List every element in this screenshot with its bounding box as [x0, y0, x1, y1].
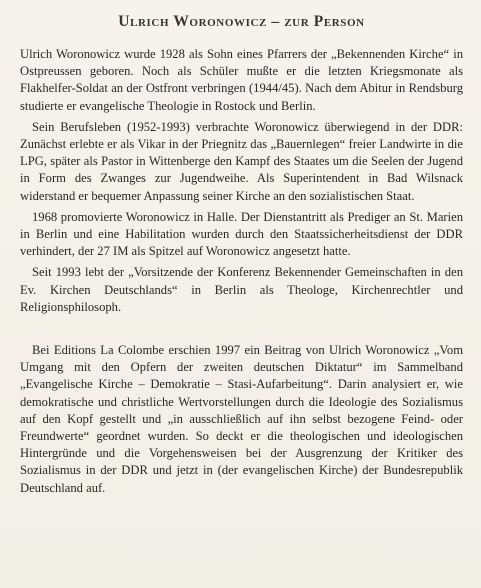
section-spacer — [20, 316, 463, 342]
paragraph-since-1993: Seit 1993 lebt der „Vorsitzende der Konferenz Bekennender Gemeinschaften in den Ev. Kirchen Deutschlands“ in Berlin als Theologe, Kirchenrechtler und Religionsphilosoph. — [20, 265, 463, 314]
document-title: Ulrich Woronowicz – zur Person — [118, 13, 365, 30]
paragraph-promotion: 1968 promovierte Woronowicz in Halle. Der Dienstantritt als Prediger an St. Marien in Berlin und eine Habilitation wurden durch den Staatssicherheitsdienst der DDR verhindert, der 27 IM als Spitzel auf Woronowicz angesetzt hatte. — [20, 209, 463, 259]
paragraph-biography-early: Ulrich Woronowicz wurde 1928 als Sohn eines Pfarrers der „Bekennenden Kirche“ in Ostpreussen geboren. Noch als Schüler mußte er die letzten Kriegsmonate als Flakhelfer-Soldat an der Ostfront verbringen (1944/45). Nach dem Abitur in Rendsburg studierte er evangelische Theologie in Rostock und Berlin. — [20, 47, 463, 113]
paragraph-publication: Bei Editions La Colombe erschien 1997 ein Beitrag von Ulrich Woronowicz „Vom Umgang mit den Opfern der zweiten deutschen Diktatur“ im Sammelband „Evangelische Kirche – Demokratie – Stasi-Aufarbeitung“. Darin analysiert er, wie demokratische und christliche Wertvorstellungen durch die Ideologie des Sozialismus auf den Kopf gestellt und „in ausschließlich auf ihn selbst bezogene Feind- oder Freundwerte“ geordnet wurden. So deckt er die theologischen und ideologischen Hintergründe und die Vorgehensweisen bei der Ausgrenzung der Kritiker des Sozialismus in der DDR und jetzt in (der evangelischen Kirche) der Bundesrepublik Deutschland auf. — [20, 343, 463, 495]
paragraph-career: Sein Berufsleben (1952-1993) verbrachte Woronowicz überwiegend in der DDR: Zunächst erlebte er als Vikar in der Priegnitz das „Bauernlegen“ freier Landwirte in die LPG, später als Pastor in Wittenberge den Kampf des Staates um die Seelen der Jugend in Form des Zwanges zur Jugendweihe. Als Superintendent in Bad Wilsnack widerstand er bequemer Anpassung seiner Kirche an den sozialistischen Staat. — [20, 119, 463, 203]
